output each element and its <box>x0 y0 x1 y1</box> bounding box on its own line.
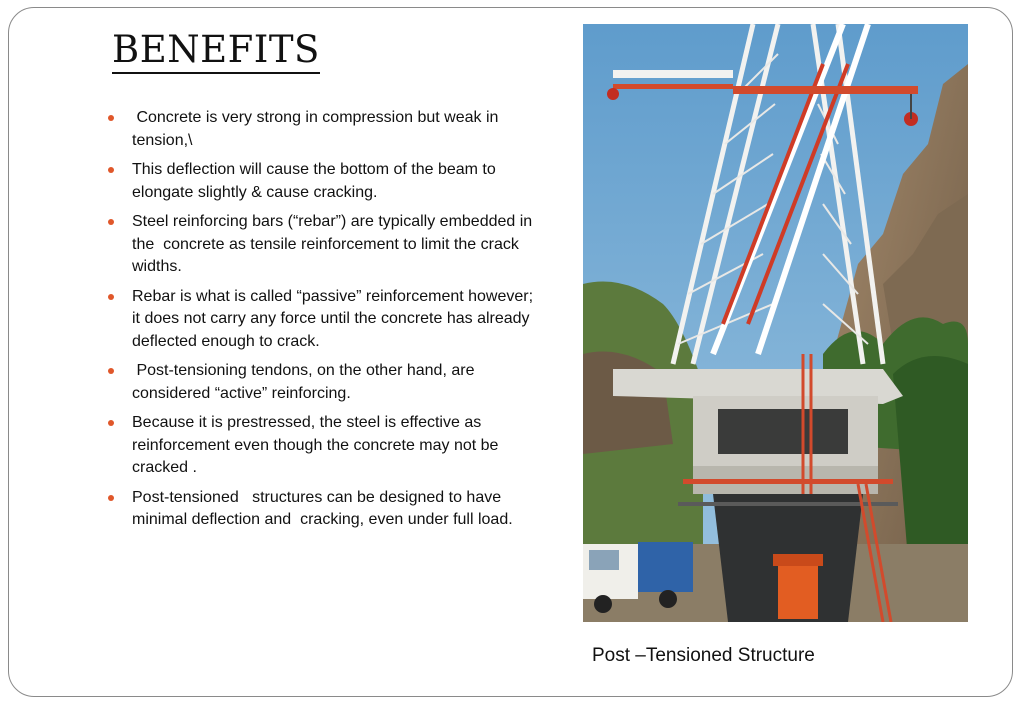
bullet-item <box>104 286 544 354</box>
construction-photo-illustration <box>583 24 968 622</box>
bullet-item <box>104 487 544 532</box>
bullet-list <box>104 107 544 539</box>
bullet-text: Post-tensioning tendons, on the other hand, are considered “active” reinforcing. <box>132 362 479 402</box>
bullet-text: Concrete is very strong in compression but weak in tension,\ <box>132 109 503 149</box>
bullet-dot-icon <box>108 294 114 300</box>
bullet-item <box>104 412 544 480</box>
bullet-dot-icon <box>108 219 114 225</box>
bullet-text: Rebar is what is called “passive” reinforcement however; it does not carry any force until the concrete has already deflected enough to crack. <box>132 287 538 350</box>
bullet-item <box>104 211 544 279</box>
bullet-text: This deflection will cause the bottom of the beam to elongate slightly & cause cracking. <box>132 161 501 201</box>
bullet-text: Post-tensioned structures can be designed to have minimal deflection and cracking, even under full load. <box>132 488 513 528</box>
construction-photo <box>583 24 968 622</box>
photo-caption: Post –Tensioned Structure <box>592 645 815 666</box>
bullet-dot-icon <box>108 167 114 173</box>
bullet-dot-icon <box>108 115 114 121</box>
bullet-dot-icon <box>108 420 114 426</box>
bullet-text: Because it is prestressed, the steel is effective as reinforcement even though the concrete may not be cracked . <box>132 414 503 476</box>
slide-title: BENEFITS <box>112 30 320 74</box>
bullet-dot-icon <box>108 368 114 374</box>
bullet-item <box>104 107 544 152</box>
bullet-item <box>104 159 544 204</box>
bullet-text: Steel reinforcing bars (“rebar”) are typically embedded in the concrete as tensile reinforcement to limit the crack widths. <box>132 213 537 275</box>
bullet-dot-icon <box>108 495 114 501</box>
bullet-item <box>104 360 544 405</box>
